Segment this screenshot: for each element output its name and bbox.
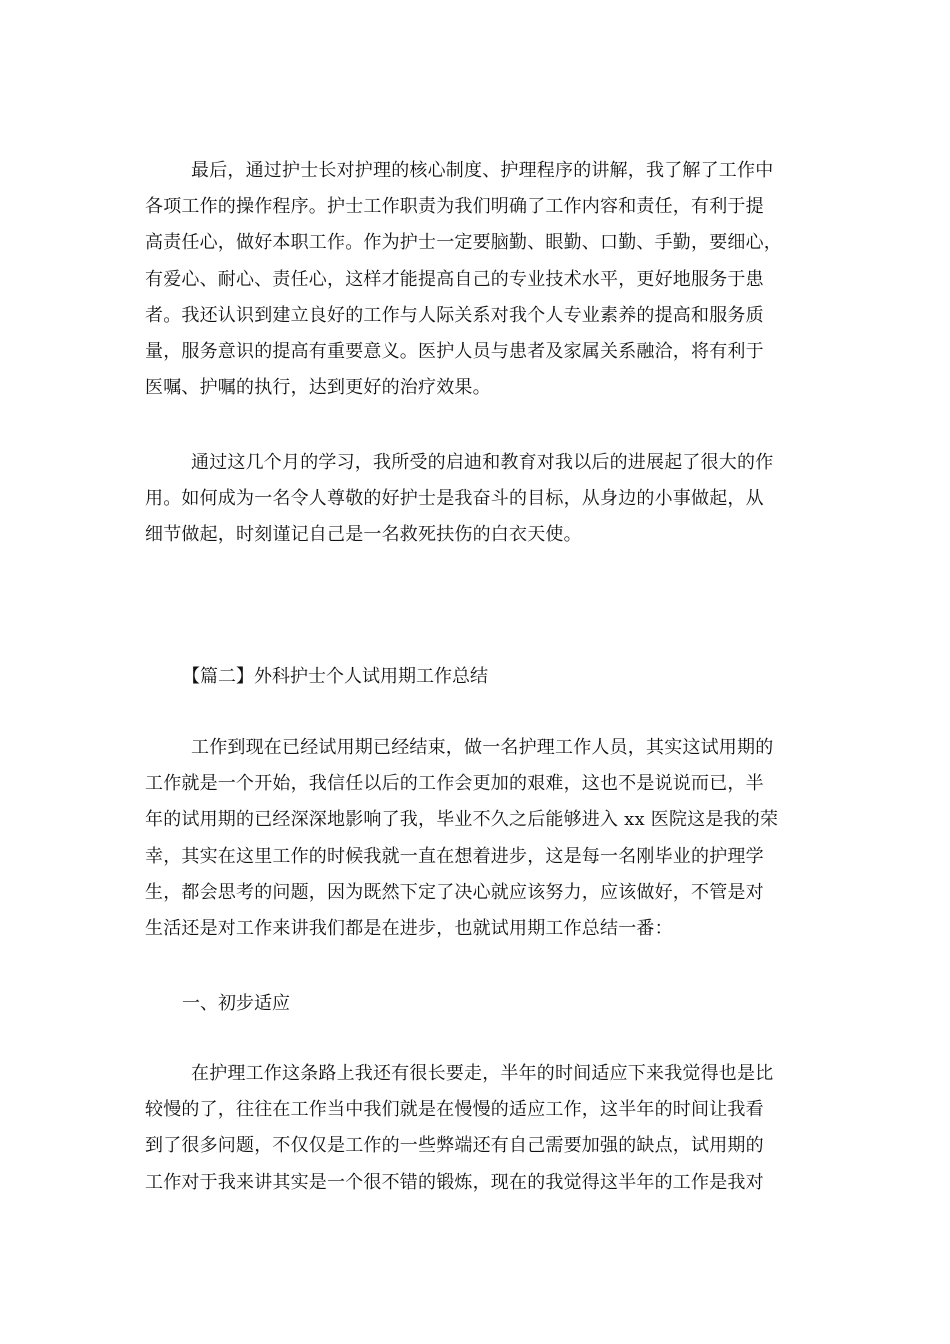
- paragraph-line: 细节做起，时刻谨记自己是一名救死扶伤的白衣天使。: [145, 524, 582, 546]
- paragraph-line: 通过这几个月的学习，我所受的启迪和教育对我以后的进展起了很大的作: [191, 452, 774, 473]
- paragraph-closing-reflection: [145, 153, 810, 406]
- paragraph-line: 最后，通过护士长对护理的核心制度、护理程序的讲解，我了解了工作中: [191, 160, 774, 181]
- paragraph-line: 高责任心，做好本职工作。作为护士一定要脑勤、眼勤、口勤、手勤，要细心，: [145, 232, 782, 254]
- paragraph-line: 用。如何成为一名令人尊敬的好护士是我奋斗的目标，从身边的小事做起，从: [145, 488, 764, 510]
- subheading-initial-adaptation: 一、初步适应: [182, 993, 290, 1014]
- paragraph-line: 幸，其实在这里工作的时候我就一直在想着进步，这是每一名刚毕业的护理学: [145, 845, 764, 867]
- paragraph-line: 量，服务意识的提高有重要意义。医护人员与患者及家属关系融洽，将有利于: [145, 341, 764, 363]
- paragraph-line: 年的试用期的已经深深地影响了我，毕业不久之后能够进入 xx 医院这是我的荣: [145, 809, 779, 831]
- paragraph-line: 工作到现在已经试用期已经结束，做一名护理工作人员，其实这试用期的: [191, 737, 774, 758]
- paragraph-adaptation-detail: [145, 1056, 810, 1201]
- paragraph-probation-intro: [145, 730, 810, 947]
- paragraph-line: 工作就是一个开始，我信任以后的工作会更加的艰难，这也不是说说而已，半: [145, 773, 764, 795]
- paragraph-line: 较慢的了，往往在工作当中我们就是在慢慢的适应工作，这半年的时间让我看: [145, 1099, 764, 1121]
- paragraph-line: 生活还是对工作来讲我们都是在进步，也就试用期工作总结一番：: [145, 918, 673, 940]
- paragraph-line: 各项工作的操作程序。护士工作职责为我们明确了工作内容和责任，有利于提: [145, 196, 764, 218]
- paragraph-line: 医嘱、护嘱的执行，达到更好的治疗效果。: [145, 377, 491, 399]
- paragraph-line: 有爱心、耐心、责任心，这样才能提高自己的专业技术水平，更好地服务于患: [145, 268, 764, 290]
- paragraph-line: 到了很多问题，不仅仅是工作的一些弊端还有自己需要加强的缺点，试用期的: [145, 1135, 764, 1157]
- paragraph-line: 者。我还认识到建立良好的工作与人际关系对我个人专业素养的提高和服务质: [145, 304, 764, 326]
- paragraph-learning-summary: [145, 445, 810, 554]
- section-title: 【篇二】外科护士个人试用期工作总结: [182, 666, 488, 687]
- paragraph-line: 在护理工作这条路上我还有很长要走，半年的时间适应下来我觉得也是比: [191, 1063, 774, 1084]
- paragraph-line: 工作对于我来讲其实是一个很不错的锻炼，现在的我觉得这半年的工作是我对: [145, 1171, 764, 1193]
- paragraph-line: 生，都会思考的问题，因为既然下定了决心就应该努力，应该做好，不管是对: [145, 881, 764, 903]
